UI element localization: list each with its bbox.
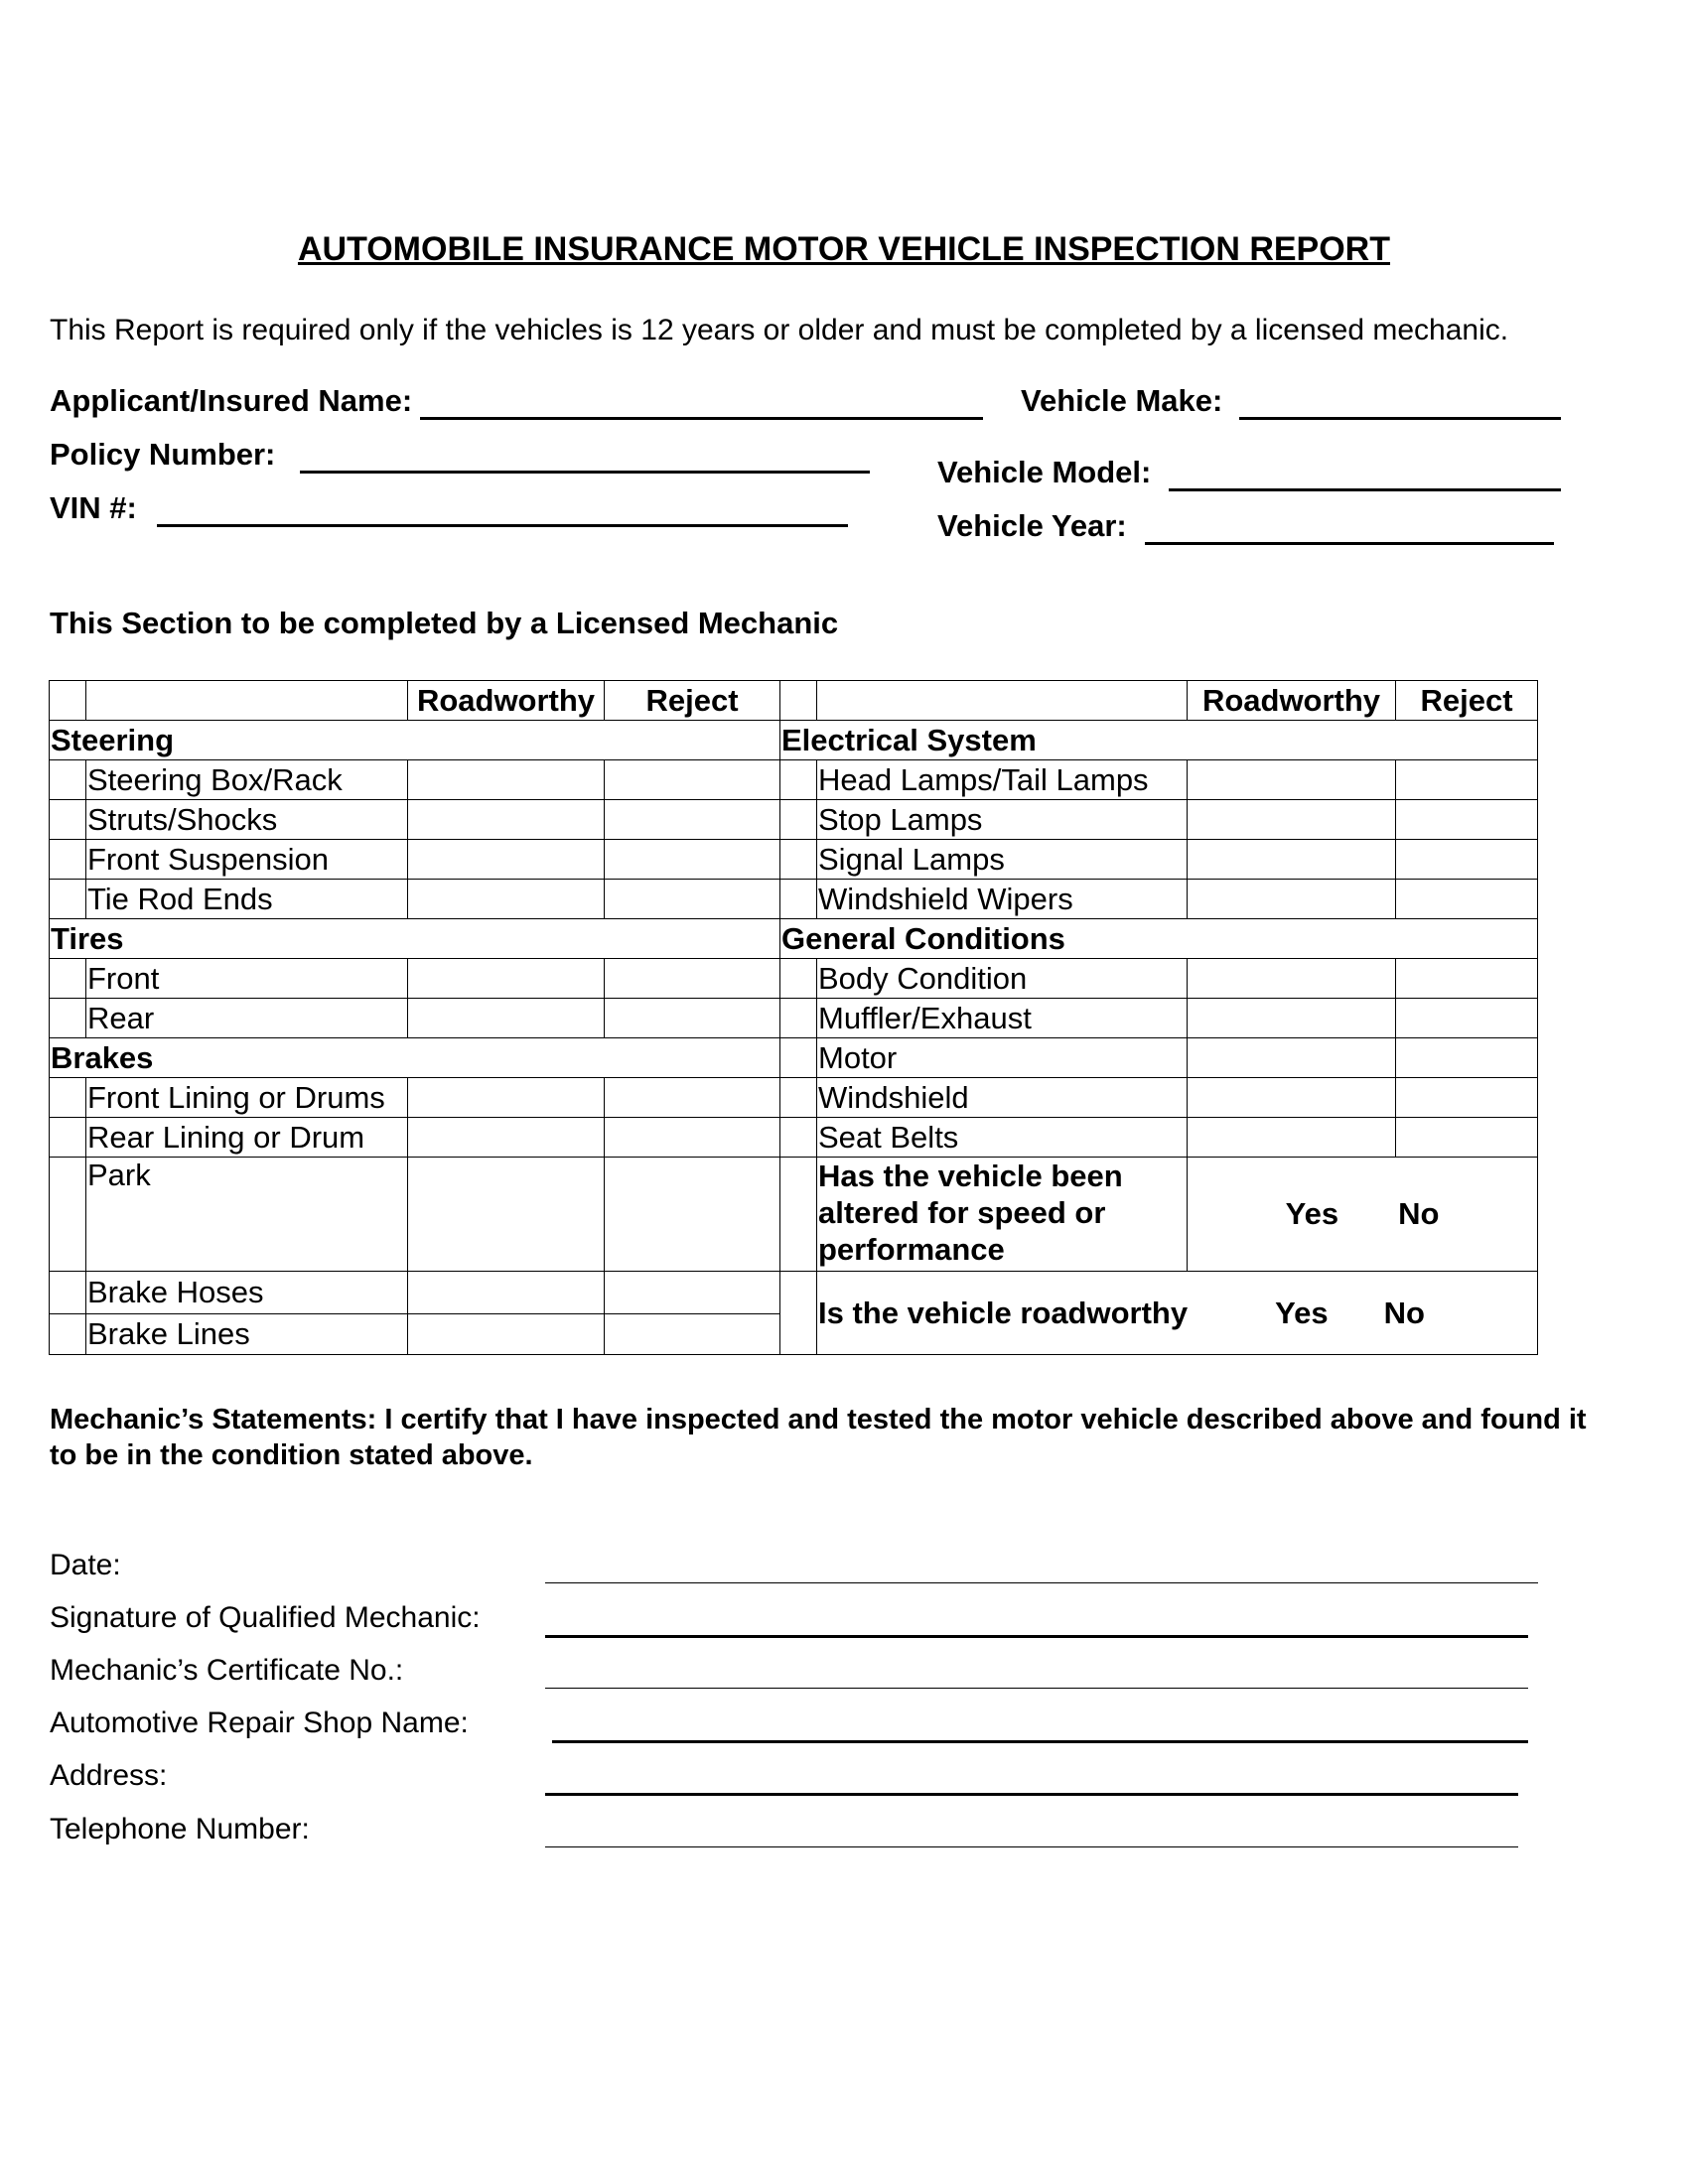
telephone-label: Telephone Number: <box>50 1813 310 1845</box>
table-row <box>50 999 1538 1038</box>
roadworthy-yes-option[interactable]: Yes <box>1275 1295 1329 1330</box>
table-row <box>50 800 1538 840</box>
intro-text: This Report is required only if the vehicles is 12 years or older and must be completed by a licensed mechanic. <box>50 314 1509 346</box>
item-label: Seat Belts <box>817 1118 1188 1158</box>
roadworthy-cell[interactable] <box>1188 959 1396 999</box>
reject-cell[interactable] <box>1396 800 1538 840</box>
vehicle-year-field[interactable] <box>1145 542 1554 545</box>
item-label: Struts/Shocks <box>86 800 408 840</box>
table-row <box>50 959 1538 999</box>
col-roadworthy-right: Roadworthy <box>1188 681 1396 721</box>
policy-number-field[interactable] <box>300 471 870 474</box>
roadworthy-cell[interactable] <box>408 1314 605 1355</box>
applicant-name-label: Applicant/Insured Name: <box>50 383 413 418</box>
item-label: Steering Box/Rack <box>86 760 408 800</box>
page-title: AUTOMOBILE INSURANCE MOTOR VEHICLE INSPECTION REPORT <box>297 230 1391 268</box>
table-row <box>50 840 1538 880</box>
reject-cell[interactable] <box>605 1272 780 1314</box>
item-label: Signal Lamps <box>817 840 1188 880</box>
table-row <box>50 919 1538 959</box>
roadworthy-no-option[interactable]: No <box>1383 1295 1425 1330</box>
roadworthy-cell[interactable] <box>1188 1118 1396 1158</box>
item-label: Rear Lining or Drum <box>86 1118 408 1158</box>
reject-cell[interactable] <box>605 1078 780 1118</box>
roadworthy-question-cell <box>817 1272 1538 1355</box>
item-label: Stop Lamps <box>817 800 1188 840</box>
reject-cell[interactable] <box>605 1314 780 1355</box>
item-label: Motor <box>817 1038 1188 1078</box>
category-steering: Steering <box>50 721 780 760</box>
vehicle-year-label: Vehicle Year: <box>937 508 1127 543</box>
roadworthy-cell[interactable] <box>408 760 605 800</box>
reject-cell[interactable] <box>1396 1078 1538 1118</box>
item-label: Body Condition <box>817 959 1188 999</box>
item-label: Front Suspension <box>86 840 408 880</box>
reject-cell[interactable] <box>605 760 780 800</box>
reject-cell[interactable] <box>1396 880 1538 919</box>
col-reject-right: Reject <box>1396 681 1538 721</box>
roadworthy-cell[interactable] <box>408 1272 605 1314</box>
roadworthy-cell[interactable] <box>1188 880 1396 919</box>
reject-cell[interactable] <box>605 959 780 999</box>
roadworthy-cell[interactable] <box>408 1078 605 1118</box>
roadworthy-cell[interactable] <box>408 880 605 919</box>
roadworthy-cell[interactable] <box>408 800 605 840</box>
vehicle-model-field[interactable] <box>1169 488 1561 491</box>
altered-yes-no <box>1188 1158 1538 1272</box>
roadworthy-cell[interactable] <box>1188 1078 1396 1118</box>
table-row <box>50 1038 1538 1078</box>
table-header-row <box>50 681 1538 721</box>
date-field[interactable] <box>545 1582 1538 1583</box>
item-label: Windshield <box>817 1078 1188 1118</box>
reject-cell[interactable] <box>1396 999 1538 1038</box>
roadworthy-cell[interactable] <box>408 959 605 999</box>
reject-cell[interactable] <box>605 840 780 880</box>
table-row <box>50 1118 1538 1158</box>
item-label: Brake Hoses <box>86 1272 408 1314</box>
inspection-table <box>49 680 1538 1355</box>
reject-cell[interactable] <box>1396 1038 1538 1078</box>
col-reject-left: Reject <box>605 681 780 721</box>
roadworthy-cell[interactable] <box>408 840 605 880</box>
item-label: Tie Rod Ends <box>86 880 408 919</box>
table-row <box>50 1272 1538 1314</box>
roadworthy-cell[interactable] <box>408 1158 605 1272</box>
reject-cell[interactable] <box>605 1118 780 1158</box>
vin-label: VIN #: <box>50 490 137 525</box>
address-label: Address: <box>50 1759 168 1792</box>
table-row <box>50 1078 1538 1118</box>
applicant-name-field[interactable] <box>420 417 983 420</box>
item-label: Brake Lines <box>86 1314 408 1355</box>
reject-cell[interactable] <box>1396 760 1538 800</box>
policy-number-label: Policy Number: <box>50 437 276 472</box>
table-row <box>50 1158 1538 1272</box>
vin-field[interactable] <box>157 524 848 527</box>
date-label: Date: <box>50 1549 121 1581</box>
category-tires: Tires <box>50 919 780 959</box>
roadworthy-cell[interactable] <box>1188 840 1396 880</box>
item-label: Muffler/Exhaust <box>817 999 1188 1038</box>
reject-cell[interactable] <box>605 880 780 919</box>
certificate-field[interactable] <box>545 1688 1528 1689</box>
shop-name-label: Automotive Repair Shop Name: <box>50 1706 469 1739</box>
item-label: Park <box>86 1158 408 1272</box>
section-heading: This Section to be completed by a Licensed Mechanic <box>50 606 839 640</box>
vehicle-model-label: Vehicle Model: <box>937 455 1152 489</box>
altered-no-option[interactable]: No <box>1398 1196 1440 1231</box>
shop-name-field[interactable] <box>552 1740 1528 1743</box>
col-roadworthy-left: Roadworthy <box>408 681 605 721</box>
reject-cell[interactable] <box>1396 959 1538 999</box>
signature-label: Signature of Qualified Mechanic: <box>50 1601 481 1634</box>
table-row <box>50 760 1538 800</box>
table-row <box>50 880 1538 919</box>
roadworthy-cell[interactable] <box>408 1118 605 1158</box>
item-label: Rear <box>86 999 408 1038</box>
reject-cell[interactable] <box>605 800 780 840</box>
category-general: General Conditions <box>780 919 1538 959</box>
roadworthy-cell[interactable] <box>1188 760 1396 800</box>
signature-field[interactable] <box>545 1635 1528 1638</box>
category-brakes: Brakes <box>50 1038 780 1078</box>
reject-cell[interactable] <box>605 1158 780 1272</box>
vehicle-make-label: Vehicle Make: <box>1021 383 1223 418</box>
reject-cell[interactable] <box>1396 840 1538 880</box>
item-label: Front <box>86 959 408 999</box>
category-electrical: Electrical System <box>780 721 1538 760</box>
roadworthy-question: Is the vehicle roadworthy <box>818 1295 1189 1330</box>
vehicle-make-field[interactable] <box>1239 417 1561 420</box>
item-label: Head Lamps/Tail Lamps <box>817 760 1188 800</box>
roadworthy-cell[interactable] <box>1188 999 1396 1038</box>
certificate-label: Mechanic’s Certificate No.: <box>50 1654 404 1687</box>
item-label: Front Lining or Drums <box>86 1078 408 1118</box>
roadworthy-cell[interactable] <box>1188 1038 1396 1078</box>
telephone-field[interactable] <box>545 1846 1518 1847</box>
item-label: Windshield Wipers <box>817 880 1188 919</box>
altered-yes-option[interactable]: Yes <box>1285 1196 1339 1231</box>
mechanic-statement: Mechanic’s Statements: I certify that I have inspected and tested the motor vehicle described above and found it to be in the condition stated above. <box>50 1404 1587 1471</box>
table-row <box>50 721 1538 760</box>
address-field[interactable] <box>545 1793 1518 1796</box>
roadworthy-cell[interactable] <box>1188 800 1396 840</box>
roadworthy-cell[interactable] <box>408 999 605 1038</box>
reject-cell[interactable] <box>1396 1118 1538 1158</box>
reject-cell[interactable] <box>605 999 780 1038</box>
altered-question: Has the vehicle been altered for speed or performance <box>817 1158 1188 1272</box>
